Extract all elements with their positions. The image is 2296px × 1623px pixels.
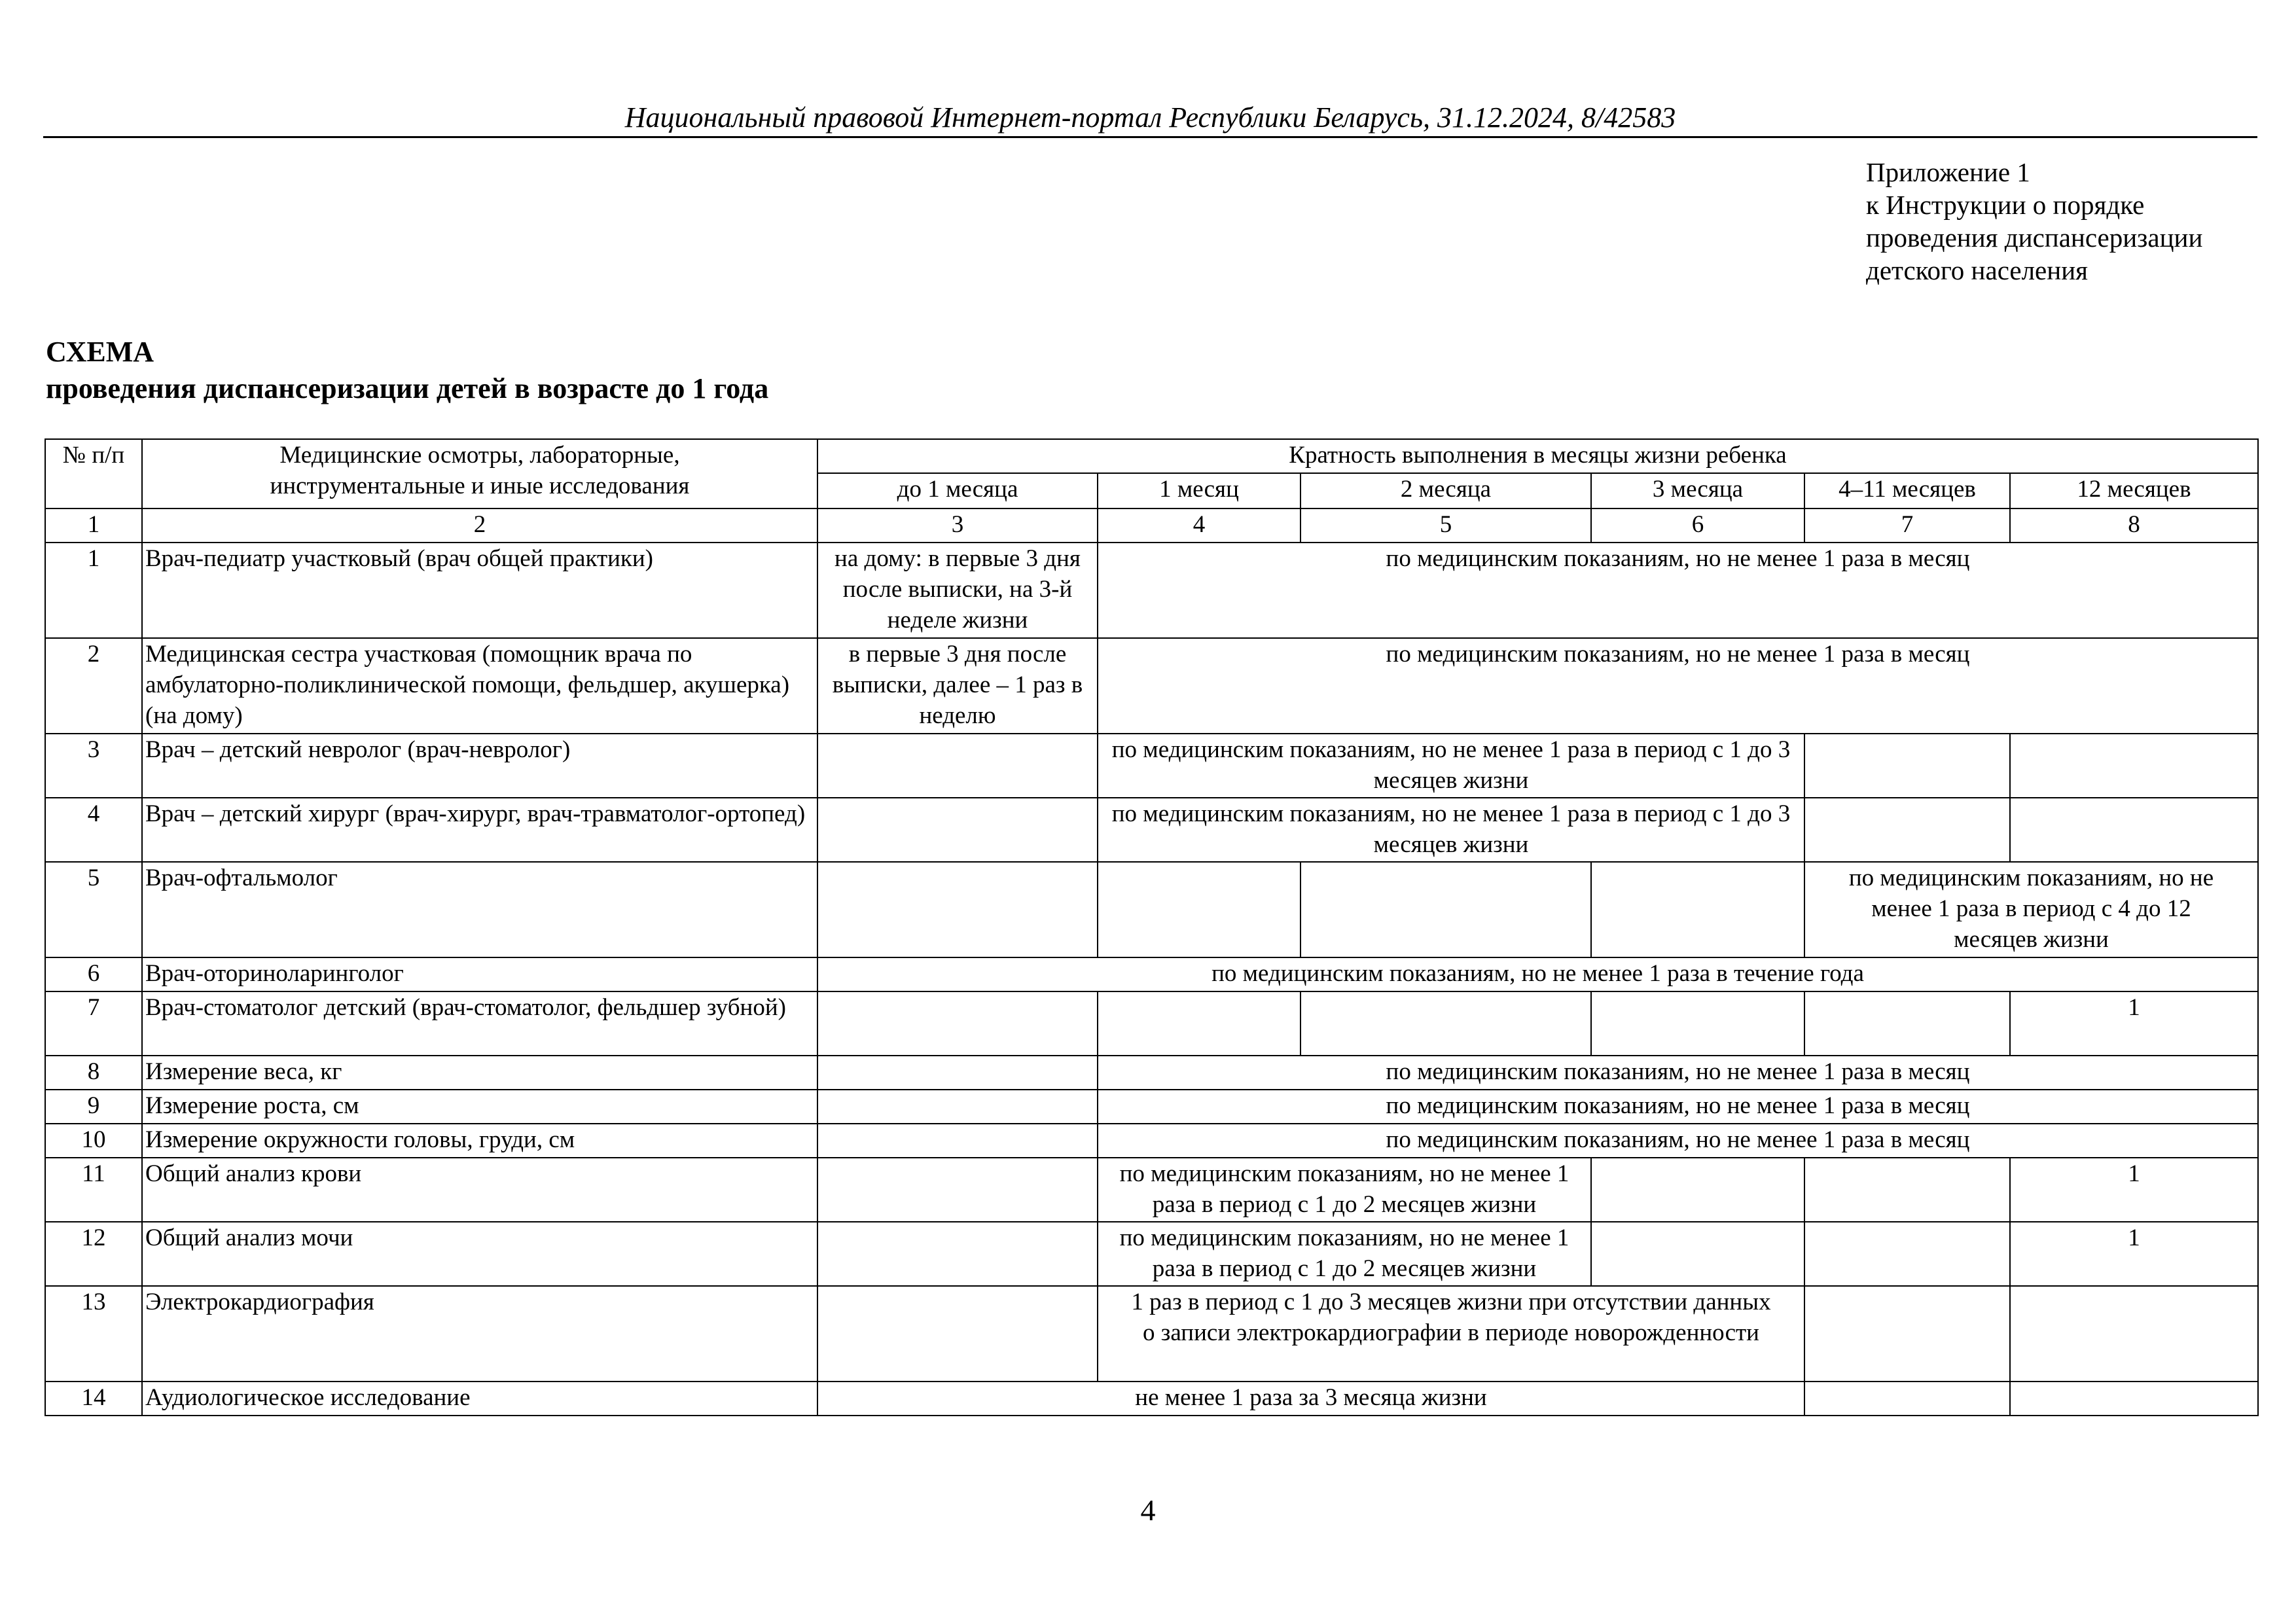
- row-exam-name: Врач-офтальмолог: [142, 862, 817, 957]
- header-period: 4–11 месяцев: [1804, 473, 2010, 508]
- header-num: № п/п: [45, 439, 142, 508]
- header-frequency: Кратность выполнения в месяцы жизни ребенка: [817, 439, 2258, 473]
- row-span-cell: по медицинским показаниям, но не менее 1 раза в период с 1 до 3 месяцев жизни: [1098, 734, 1804, 798]
- row-cell: [1591, 1158, 1804, 1222]
- row-span-cell: по медицинским показаниям, но не менее 1 раза в месяц: [1098, 1124, 2258, 1158]
- row-cell: [1098, 862, 1300, 957]
- row-number: 9: [45, 1090, 142, 1124]
- row-cell: [1804, 1286, 2010, 1382]
- row-cell: [1300, 862, 1591, 957]
- document-title: [46, 334, 1355, 407]
- header-period: 12 месяцев: [2010, 473, 2258, 508]
- row-span-cell: по медицинским показаниям, но не менее 1 раза в месяц: [1098, 638, 2258, 734]
- row-span-cell: не менее 1 раза за 3 месяца жизни: [817, 1382, 1804, 1416]
- row-number: 3: [45, 734, 142, 798]
- row-cell: в первые 3 дня после выписки, далее – 1 раз в неделю: [817, 638, 1098, 734]
- row-cell: на дому: в первые 3 дня после выписки, на 3-й неделе жизни: [817, 543, 1098, 638]
- row-span-cell: 1 раз в период с 1 до 3 месяцев жизни при отсутствии данных о записи электрокардиографии в периоде новорожденности: [1098, 1286, 1804, 1382]
- table-row: [45, 991, 2258, 1056]
- row-number: 8: [45, 1056, 142, 1090]
- column-number: 1: [45, 508, 142, 543]
- row-span-cell: по медицинским показаниям, но не менее 1 раза в период с 1 до 3 месяцев жизни: [1098, 798, 1804, 862]
- table-row: [45, 1382, 2258, 1416]
- row-cell: [817, 1286, 1098, 1382]
- page-number: 4: [1140, 1493, 1156, 1527]
- row-span-cell: по медицинским показаниям, но не менее 1 раза в период с 1 до 2 месяцев жизни: [1098, 1158, 1591, 1222]
- row-exam-name: Аудиологическое исследование: [142, 1382, 817, 1416]
- header-period: 3 месяца: [1591, 473, 1804, 508]
- column-number: 2: [142, 508, 817, 543]
- column-number: 6: [1591, 508, 1804, 543]
- column-number: 8: [2010, 508, 2258, 543]
- row-exam-name: Измерение роста, см: [142, 1090, 817, 1124]
- table-row: [45, 1124, 2258, 1158]
- header-exam: Медицинские осмотры, лабораторные, инструментальные и иные исследования: [142, 439, 817, 508]
- row-exam-name: Измерение веса, кг: [142, 1056, 817, 1090]
- row-span-cell: по медицинским показаниям, но не менее 1 раза в период с 4 до 12 месяцев жизни: [1804, 862, 2258, 957]
- row-exam-name: Врач-оториноларинголог: [142, 957, 817, 991]
- row-cell: [817, 798, 1098, 862]
- header-period: 1 месяц: [1098, 473, 1300, 508]
- table-row: [45, 1222, 2258, 1286]
- row-span-cell: по медицинским показаниям, но не менее 1 раза в течение года: [817, 957, 2258, 991]
- row-number: 10: [45, 1124, 142, 1158]
- row-cell: [817, 734, 1098, 798]
- row-cell: [817, 1124, 1098, 1158]
- row-cell: [1804, 1222, 2010, 1286]
- row-cell: [1804, 798, 2010, 862]
- table-row: [45, 1056, 2258, 1090]
- row-cell: [1804, 991, 2010, 1056]
- row-number: 5: [45, 862, 142, 957]
- row-cell: [817, 1056, 1098, 1090]
- row-exam-name: Общий анализ крови: [142, 1158, 817, 1222]
- row-cell: [817, 1090, 1098, 1124]
- row-cell: [2010, 798, 2258, 862]
- row-exam-name: Электрокардиография: [142, 1286, 817, 1382]
- row-cell: [2010, 1286, 2258, 1382]
- schedule-table: [45, 438, 2259, 1416]
- title-line-1: СХЕМА: [46, 336, 154, 368]
- row-number: 7: [45, 991, 142, 1056]
- row-number: 2: [45, 638, 142, 734]
- row-number: 4: [45, 798, 142, 862]
- row-cell: 1: [2010, 991, 2258, 1056]
- row-cell: [817, 1222, 1098, 1286]
- row-number: 12: [45, 1222, 142, 1286]
- column-number-row: [45, 508, 2258, 543]
- row-cell: [2010, 734, 2258, 798]
- column-number: 3: [817, 508, 1098, 543]
- row-cell: [1098, 991, 1300, 1056]
- appendix-line: Приложение 1: [1866, 157, 2030, 187]
- row-cell: [2010, 1382, 2258, 1416]
- row-cell: [1591, 991, 1804, 1056]
- appendix-line: проведения диспансеризации: [1866, 223, 2203, 253]
- table-row: [45, 862, 2258, 957]
- row-number: 13: [45, 1286, 142, 1382]
- table-row: [45, 1286, 2258, 1382]
- appendix-line: к Инструкции о порядке: [1866, 190, 2145, 220]
- row-cell: [1300, 991, 1591, 1056]
- row-exam-name: Врач-педиатр участковый (врач общей практики): [142, 543, 817, 638]
- row-number: 6: [45, 957, 142, 991]
- row-span-cell: по медицинским показаниям, но не менее 1 раза в месяц: [1098, 1056, 2258, 1090]
- row-number: 11: [45, 1158, 142, 1222]
- row-exam-name: Врач-стоматолог детский (врач-стоматолог, фельдшер зубной): [142, 991, 817, 1056]
- portal-header: Национальный правовой Интернет-портал Республики Беларусь, 31.12.2024, 8/42583: [624, 101, 1676, 134]
- row-cell: 1: [2010, 1222, 2258, 1286]
- row-cell: [817, 862, 1098, 957]
- row-exam-name: Врач – детский хирург (врач-хирург, врач-травматолог-ортопед): [142, 798, 817, 862]
- appendix-line: детского населения: [1866, 255, 2088, 285]
- row-number: 1: [45, 543, 142, 638]
- header-period: 2 месяца: [1300, 473, 1591, 508]
- row-exam-name: Общий анализ мочи: [142, 1222, 817, 1286]
- row-cell: [1804, 1382, 2010, 1416]
- row-span-cell: по медицинским показаниям, но не менее 1 раза в месяц: [1098, 543, 2258, 638]
- title-line-2: проведения диспансеризации детей в возрасте до 1 года: [46, 372, 769, 404]
- appendix-note: [1866, 156, 2272, 287]
- row-cell: [817, 1158, 1098, 1222]
- row-cell: [1804, 734, 2010, 798]
- column-number: 4: [1098, 508, 1300, 543]
- row-exam-name: Врач – детский невролог (врач-невролог): [142, 734, 817, 798]
- column-number: 5: [1300, 508, 1591, 543]
- row-exam-name: Медицинская сестра участковая (помощник врача по амбулаторно-поликлинической помощи, фельдшер, акушерка) (на дому): [142, 638, 817, 734]
- table-row: [45, 1090, 2258, 1124]
- row-cell: [817, 991, 1098, 1056]
- table-row: [45, 957, 2258, 991]
- row-span-cell: по медицинским показаниям, но не менее 1 раза в месяц: [1098, 1090, 2258, 1124]
- row-cell: [1804, 1158, 2010, 1222]
- column-number: 7: [1804, 508, 2010, 543]
- header-divider: [43, 136, 2257, 138]
- table-row: [45, 543, 2258, 638]
- header-period: до 1 месяца: [817, 473, 1098, 508]
- row-cell: 1: [2010, 1158, 2258, 1222]
- table-row: [45, 638, 2258, 734]
- row-exam-name: Измерение окружности головы, груди, см: [142, 1124, 817, 1158]
- row-span-cell: по медицинским показаниям, но не менее 1 раза в период с 1 до 2 месяцев жизни: [1098, 1222, 1591, 1286]
- table-row: [45, 1158, 2258, 1222]
- row-number: 14: [45, 1382, 142, 1416]
- row-cell: [1591, 862, 1804, 957]
- row-cell: [1591, 1222, 1804, 1286]
- table-row: [45, 734, 2258, 798]
- table-row: [45, 798, 2258, 862]
